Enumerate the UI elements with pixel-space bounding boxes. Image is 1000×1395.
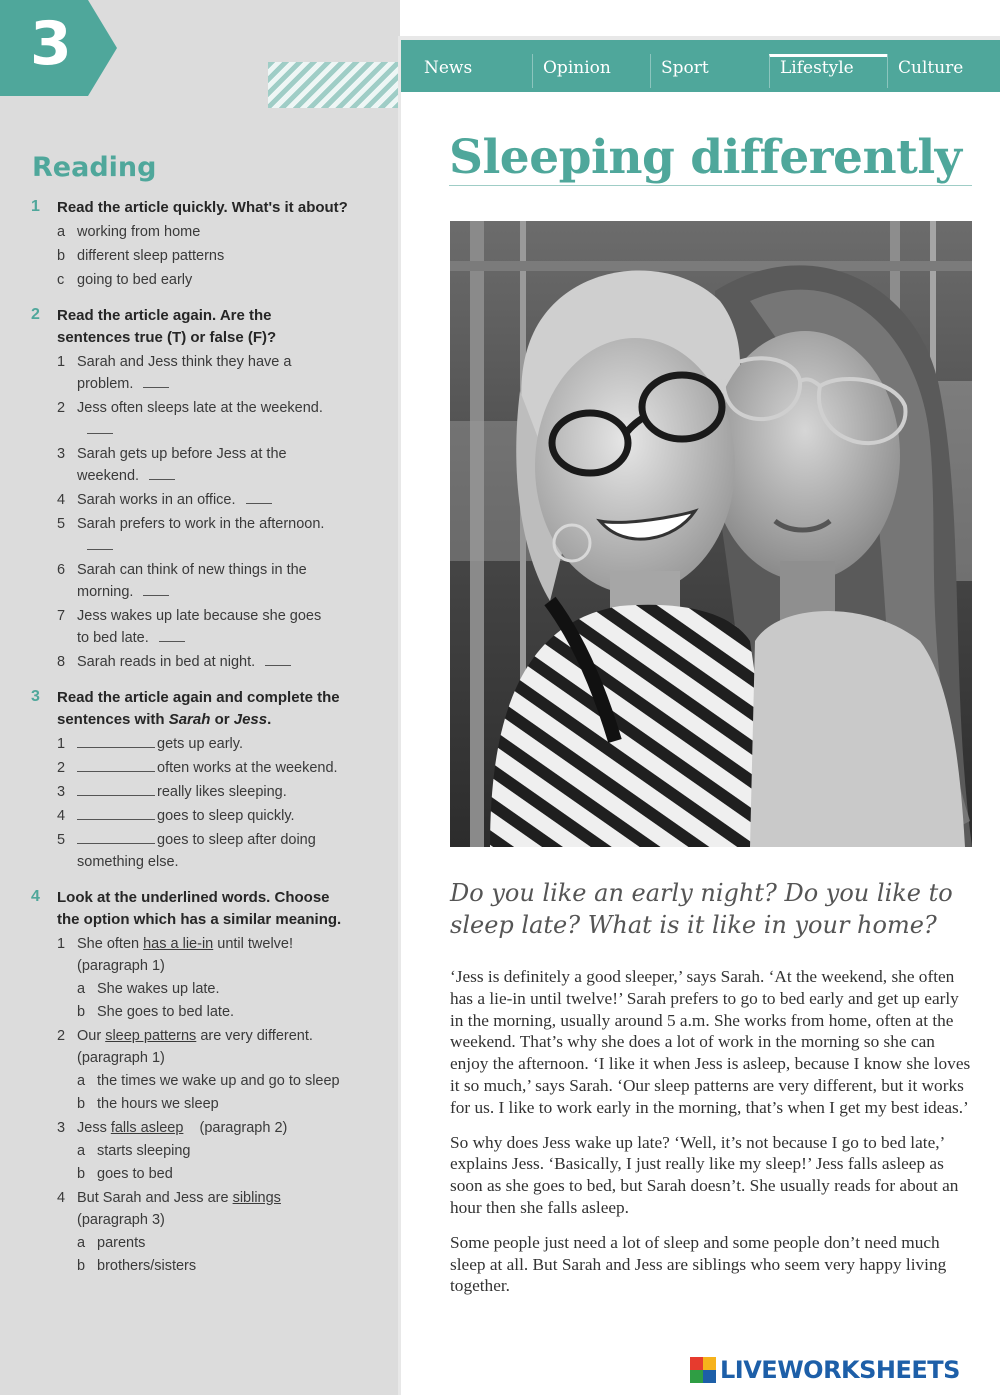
option-label: b	[57, 248, 66, 264]
statement-number: 7	[57, 608, 66, 624]
question-number: 1	[57, 936, 66, 952]
statement-number: 3	[57, 446, 66, 462]
exercise-2	[0, 305, 400, 673]
article-nav	[401, 40, 1000, 92]
sentence-text: often works at the weekend.	[157, 760, 338, 776]
option-label: c	[57, 272, 65, 288]
section-heading: Reading	[32, 152, 157, 183]
article-paragraph: So why does Jess wake up late? ‘Well, it’s not because I go to bed late,’ explains Jess. ‘Basically, I just really like my sleep!’ Jess falls asleep as soon as she goes to bed, but Sarah doesn’t. She usually reads for about an hour then she falls asleep.	[450, 1132, 959, 1217]
decorative-hatch	[268, 62, 402, 108]
statement-item	[57, 559, 330, 603]
answer-blank[interactable]	[87, 535, 113, 550]
option-text: the hours we sleep	[97, 1096, 219, 1112]
statement-text: Sarah and Jess think they have a problem.	[77, 354, 292, 392]
article-body	[450, 966, 975, 1310]
liveworksheets-watermark[interactable]	[690, 1354, 960, 1386]
sentence-number: 5	[57, 832, 66, 848]
option-text: parents	[97, 1235, 146, 1251]
article-photo	[450, 221, 972, 847]
option-item[interactable]	[77, 1232, 355, 1254]
option-label: b	[77, 1004, 86, 1020]
option-item[interactable]	[57, 221, 360, 243]
exercise-instruction: Read the article again. Are the sentences true (T) or false (F)?	[57, 307, 277, 346]
answer-blank[interactable]	[143, 581, 169, 596]
option-label: a	[77, 981, 86, 997]
sentence-item	[57, 733, 358, 755]
option-text: starts sleeping	[97, 1143, 191, 1159]
option-item[interactable]	[77, 1093, 355, 1115]
statement-text: Sarah prefers to work in the afternoon.	[77, 516, 325, 532]
instruction-emphasis: Jess	[233, 711, 268, 728]
question-number: 4	[57, 1190, 66, 1206]
underlined-word: siblings	[232, 1190, 281, 1206]
sentence-number: 4	[57, 808, 66, 824]
article-standfirst: Do you like an early night? Do you like to sleep late? What is it like in your home?	[450, 879, 953, 939]
statement-number: 5	[57, 516, 66, 532]
answer-blank[interactable]	[87, 419, 113, 434]
option-item[interactable]	[57, 269, 360, 291]
answer-blank[interactable]	[265, 651, 291, 666]
exercise-number: 4	[31, 888, 40, 905]
answer-blank[interactable]	[77, 829, 155, 844]
statement-item	[57, 651, 330, 673]
option-label: b	[77, 1096, 86, 1112]
option-label: a	[57, 224, 66, 240]
question-text: Our	[77, 1028, 106, 1044]
instruction-text: .	[267, 711, 272, 728]
option-text: going to bed early	[77, 272, 193, 288]
statement-item	[57, 605, 330, 649]
answer-blank[interactable]	[77, 781, 155, 796]
statement-number: 1	[57, 354, 66, 370]
exercise-instruction: Read the article quickly. What's it about?	[57, 199, 348, 216]
statement-item	[57, 489, 330, 511]
option-text: brothers/sisters	[97, 1258, 197, 1274]
exercise-number: 3	[31, 688, 40, 705]
title-divider	[449, 185, 972, 186]
option-text: She wakes up late.	[97, 981, 220, 997]
answer-blank[interactable]	[143, 373, 169, 388]
statement-text: Sarah reads in bed at night.	[77, 654, 256, 670]
article-paragraph: ‘Jess is definitely a good sleeper,’ says Sarah. ‘At the weekend, she often has a lie-in until twelve!’ Sarah prefers to go to bed early and get up early in the morning, usually around 5 a.m. She works from home, often at the weekend. That’s why she does a lot of work in the morning so she can enjoy the afternoon. ‘I like it when Jess is asleep, because I know she loves it so much,’ says Sarah. ‘Our sleep patterns are very different, but it works for us. I like to work early in the morning, that’s when I get my best ideas.’	[450, 967, 971, 1117]
question-number: 3	[57, 1120, 66, 1136]
sentence-text: really likes sleeping.	[157, 784, 287, 800]
statement-item	[57, 397, 330, 441]
article-title: Sleeping differently	[449, 130, 962, 185]
question-item	[57, 1025, 355, 1069]
option-text: different sleep patterns	[77, 248, 225, 264]
question-text: until twelve! (paragraph 1)	[77, 936, 294, 974]
question-item	[57, 1117, 355, 1139]
photo-two-women-selfie	[450, 221, 972, 847]
sentence-item	[57, 805, 358, 827]
liveworksheets-logo-icon	[690, 1357, 716, 1383]
option-item[interactable]	[77, 1070, 355, 1092]
nav-culture[interactable]: Culture	[887, 54, 1000, 88]
answer-blank[interactable]	[159, 627, 185, 642]
instruction-text: Read the article again and complete the sentences with	[57, 689, 340, 728]
statement-number: 8	[57, 654, 66, 670]
question-item	[57, 1187, 355, 1231]
option-text: the times we wake up and go to sleep	[97, 1073, 340, 1089]
answer-blank[interactable]	[77, 757, 155, 772]
exercise-instruction	[57, 687, 358, 731]
statement-number: 4	[57, 492, 66, 508]
sentence-text: gets up early.	[157, 736, 243, 752]
watermark-text: LIVEWORKSHEETS	[720, 1356, 960, 1384]
answer-blank[interactable]	[77, 805, 155, 820]
answer-blank[interactable]	[149, 465, 175, 480]
exercise-instruction: Look at the underlined words. Choose the option which has a similar meaning.	[57, 889, 342, 928]
question-text: But Sarah and Jess are	[77, 1190, 233, 1206]
statement-text: Jess often sleeps late at the weekend.	[77, 400, 323, 416]
question-number: 2	[57, 1028, 66, 1044]
option-text: goes to bed	[97, 1166, 173, 1182]
option-label: a	[77, 1073, 86, 1089]
underlined-word: falls asleep	[110, 1120, 184, 1136]
statement-text: Sarah gets up before Jess at the weekend.	[77, 446, 287, 484]
sentence-text: goes to sleep after doing something else.	[77, 832, 316, 870]
statement-item	[57, 351, 330, 395]
question-text: are very different. (paragraph 1)	[77, 1028, 313, 1066]
statement-number: 2	[57, 400, 66, 416]
answer-blank[interactable]	[77, 733, 155, 748]
exercise-1	[0, 197, 400, 291]
sentence-text: goes to sleep quickly.	[157, 808, 295, 824]
option-item[interactable]	[77, 1001, 355, 1023]
exercise-list	[0, 197, 400, 1277]
question-text: Jess	[77, 1120, 111, 1136]
exercise-number: 2	[31, 306, 40, 323]
nav-lifestyle[interactable]: Lifestyle	[769, 54, 887, 88]
option-item[interactable]	[57, 245, 360, 267]
page-margin	[793, 0, 1000, 21]
underlined-word: sleep patterns	[105, 1028, 197, 1044]
nav-news[interactable]: News	[424, 58, 473, 78]
option-text: working from home	[77, 224, 201, 240]
statement-item	[57, 443, 330, 487]
option-item[interactable]	[77, 1140, 355, 1162]
instruction-emphasis: Sarah	[168, 711, 211, 728]
article-paragraph: Some people just need a lot of sleep and some people don’t need much sleep at all. But Sarah and Jess are siblings who seem very happy living together.	[450, 1232, 947, 1296]
sentence-item	[57, 757, 358, 779]
question-text: (paragraph 3)	[77, 1212, 165, 1228]
option-label: b	[77, 1258, 86, 1274]
statement-text: Jess wakes up late because she goes to bed late.	[77, 608, 322, 646]
unit-number: 3	[30, 9, 72, 79]
statement-number: 6	[57, 562, 66, 578]
statement-item	[57, 513, 330, 557]
article-page	[401, 40, 1000, 1395]
option-item[interactable]	[77, 1255, 355, 1277]
nav-sport[interactable]: Sport	[650, 54, 768, 88]
nav-opinion[interactable]: Opinion	[532, 54, 650, 88]
option-label: a	[77, 1143, 86, 1159]
sentence-number: 3	[57, 784, 66, 800]
underlined-word: has a lie-in	[143, 936, 214, 952]
question-item	[57, 933, 355, 977]
option-item[interactable]	[77, 978, 355, 1000]
sentence-number: 1	[57, 736, 66, 752]
option-item[interactable]	[77, 1163, 355, 1185]
instruction-text: or	[210, 711, 234, 728]
option-label: b	[77, 1166, 86, 1182]
statement-text: Sarah works in an office.	[77, 492, 236, 508]
option-label: a	[77, 1235, 86, 1251]
sentence-item	[57, 781, 358, 803]
exercise-number: 1	[31, 198, 40, 215]
option-text: She goes to bed late.	[97, 1004, 235, 1020]
answer-blank[interactable]	[246, 489, 272, 504]
exercise-panel	[0, 0, 400, 1395]
exercise-3	[0, 687, 400, 873]
statement-text: Sarah can think of new things in the morning.	[77, 562, 307, 600]
question-text: She often	[77, 936, 144, 952]
question-text: (paragraph 2)	[183, 1120, 288, 1136]
sentence-item	[57, 829, 358, 873]
sentence-number: 2	[57, 760, 66, 776]
exercise-4	[0, 887, 400, 1277]
